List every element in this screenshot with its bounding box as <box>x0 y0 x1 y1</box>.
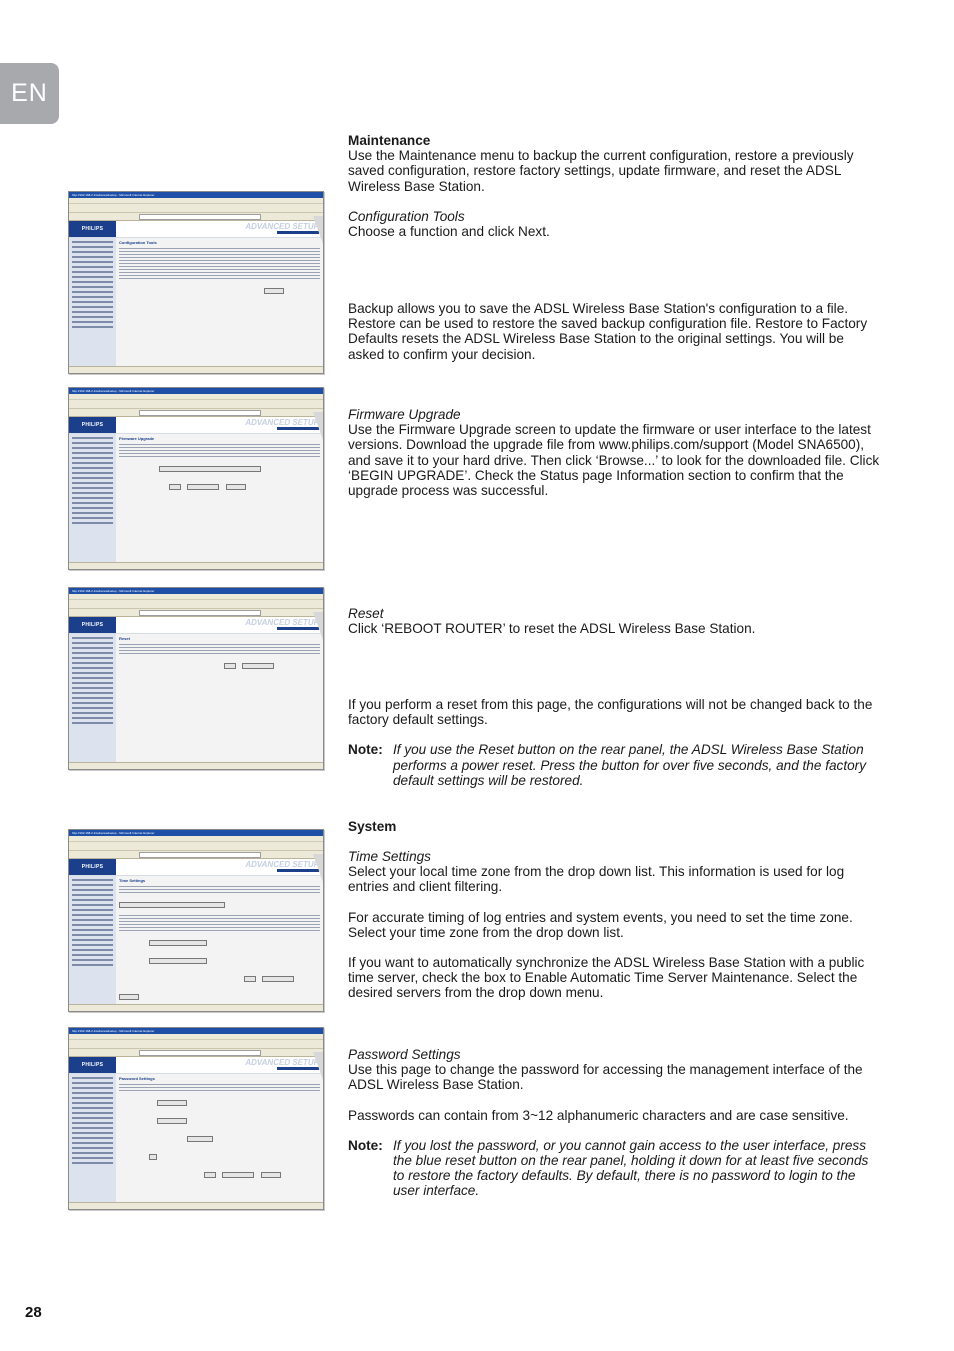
idle-timeout-field-thumbnail <box>149 1154 157 1160</box>
configuration-tools-text: Choose a function and click Next. <box>348 224 550 240</box>
cancel-button-thumbnail <box>261 1172 281 1178</box>
browser-toolbar <box>69 600 323 609</box>
browser-status-bar <box>69 762 323 769</box>
router-sidebar <box>69 434 116 569</box>
current-password-field-thumbnail <box>157 1100 187 1106</box>
configuration-tools-details <box>348 301 880 362</box>
configuration-tools-title: Configuration Tools <box>348 209 465 224</box>
page-curl-decoration <box>313 412 323 440</box>
reset-details <box>348 697 880 788</box>
verify-password-field-thumbnail <box>187 1136 213 1142</box>
new-password-field-thumbnail <box>157 1118 187 1124</box>
page-curl-decoration <box>313 1052 323 1080</box>
system-section <box>348 819 880 834</box>
screenshot-configuration-tools <box>68 191 324 374</box>
browser-address-bar <box>69 1049 323 1057</box>
browser-toolbar <box>69 1040 323 1049</box>
time-settings-text-2: For accurate timing of log entries and system events, you need to set the time zone. Select your time zone from the drop down list. <box>348 909 853 940</box>
browser-title-bar: http://192.168.2.1/advancedsetup - Microsoft Internet Explorer <box>69 830 323 836</box>
router-content <box>119 636 320 674</box>
firmware-upgrade-section <box>348 407 880 498</box>
password-settings-section <box>348 1047 880 1199</box>
save-settings-button-thumbnail <box>222 1172 254 1178</box>
router-page-body <box>69 634 323 769</box>
philips-logo: PHILIPS <box>69 617 116 633</box>
router-content <box>119 1076 320 1183</box>
time-zone-select-thumbnail <box>119 902 225 908</box>
browse-button-thumbnail <box>159 466 261 472</box>
browser-status-bar <box>69 366 323 373</box>
note-label: Note: <box>348 742 383 758</box>
maintenance-heading: Maintenance <box>348 133 431 148</box>
reset-note <box>348 742 880 788</box>
browser-title-bar: http://192.168.2.1/advancedsetup - Microsoft Internet Explorer <box>69 388 323 394</box>
maintenance-section <box>348 133 880 194</box>
router-content <box>119 878 320 1005</box>
advanced-setup-label: ADVANCED SETUP <box>245 1058 319 1067</box>
browser-title-bar: http://192.168.2.1/advancedsetup - Microsoft Internet Explorer <box>69 588 323 594</box>
router-sidebar <box>69 634 116 769</box>
time-settings-title: Time Settings <box>348 849 431 864</box>
secondary-server-select-thumbnail <box>149 958 207 964</box>
configuration-tools-description: Backup allows you to save the ADSL Wireless Base Station's configuration to a file. Restore can be used to restore the saved backup configuration file. Restore to Factory Defaults resets the ADSL Wireless Base Station to the original settings. You will be asked to confirm your decision. <box>348 301 868 362</box>
time-settings-section <box>348 849 880 1001</box>
password-settings-text-1: Use this page to change the password for accessing the management interface of the ADSL Wireless Base Station. <box>348 1062 863 1093</box>
password-note <box>348 1138 880 1199</box>
browser-status-bar <box>69 562 323 569</box>
browser-status-bar <box>69 1004 323 1011</box>
time-settings-text-1: Select your local time zone from the drop down list. This information is used for log entries and client filtering. <box>348 864 845 895</box>
router-page-body <box>69 1074 323 1209</box>
cancel-button-thumbnail <box>226 484 246 490</box>
advanced-setup-label: ADVANCED SETUP <box>245 222 319 231</box>
language-tab: EN <box>0 63 59 124</box>
browser-toolbar <box>69 842 323 851</box>
advanced-setup-label: ADVANCED SETUP <box>245 418 319 427</box>
philips-logo: PHILIPS <box>69 417 116 433</box>
reboot-router-button-thumbnail <box>242 663 274 669</box>
help-button-thumbnail <box>204 1172 216 1178</box>
reset-title: Reset <box>348 606 384 621</box>
router-page-title: Configuration Tools <box>119 240 157 245</box>
philips-logo: PHILIPS <box>69 1057 116 1073</box>
browser-toolbar <box>69 400 323 409</box>
router-page-body <box>69 238 323 373</box>
router-content <box>119 240 320 299</box>
router-page-title: Password Settings <box>119 1076 155 1081</box>
router-banner <box>69 859 323 876</box>
help-button-thumbnail <box>244 976 256 982</box>
configuration-tools-section <box>348 209 880 239</box>
browser-toolbar <box>69 204 323 213</box>
router-banner <box>69 221 323 238</box>
save-settings-button-thumbnail <box>262 976 294 982</box>
router-sidebar <box>69 876 116 1011</box>
page-curl-decoration <box>313 216 323 244</box>
primary-server-select-thumbnail <box>149 940 207 946</box>
reset-section <box>348 606 880 636</box>
browser-status-bar <box>69 1202 323 1209</box>
browser-address-bar <box>69 213 323 221</box>
reset-description: If you perform a reset from this page, the configurations will not be changed back to the factory default settings. <box>348 697 873 728</box>
screenshot-password-settings <box>68 1027 324 1210</box>
screenshot-firmware-upgrade <box>68 387 324 570</box>
help-button-thumbnail <box>224 663 236 669</box>
page-curl-decoration <box>313 612 323 640</box>
screenshot-time-settings <box>68 829 324 1012</box>
advanced-setup-label: ADVANCED SETUP <box>245 860 319 869</box>
maintenance-intro: Use the Maintenance menu to backup the current configuration, restore a previously saved configuration, restore factory settings, update firmware, and reset the ADSL Wireless Base Station. <box>348 148 854 194</box>
browser-title-bar: http://192.168.2.1/advancedsetup - Microsoft Internet Explorer <box>69 192 323 198</box>
router-sidebar <box>69 238 116 373</box>
philips-logo: PHILIPS <box>69 221 116 237</box>
philips-logo: PHILIPS <box>69 859 116 875</box>
note-text: If you use the Reset button on the rear panel, the ADSL Wireless Base Station performs a power reset. Press the button for over five seconds, and the factory default settings will be restored. <box>393 742 866 788</box>
router-content <box>119 436 320 495</box>
router-banner <box>69 417 323 434</box>
cancel-button-thumbnail <box>119 994 139 1000</box>
router-page-body <box>69 876 323 1011</box>
advanced-setup-label: ADVANCED SETUP <box>245 618 319 627</box>
screenshot-reset <box>68 587 324 770</box>
router-page-title: Reset <box>119 636 130 641</box>
router-page-body <box>69 434 323 569</box>
browser-address-bar <box>69 609 323 617</box>
note-label: Note: <box>348 1137 383 1153</box>
router-banner <box>69 1057 323 1074</box>
begin-upgrade-button-thumbnail <box>187 484 219 490</box>
router-banner <box>69 617 323 634</box>
system-heading: System <box>348 819 397 834</box>
router-sidebar <box>69 1074 116 1209</box>
help-button-thumbnail <box>169 484 181 490</box>
router-page-title: Time Settings <box>119 878 146 883</box>
page-curl-decoration <box>313 854 323 882</box>
next-button-thumbnail <box>264 288 284 294</box>
page-number: 28 <box>25 1304 42 1321</box>
time-settings-text-3: If you want to automatically synchronize the ADSL Wireless Base Station with a public time server, check the box to Enable Automatic Time Server Maintenance. Select the desired servers from the drop down menu. <box>348 955 865 1001</box>
reset-text: Click ‘REBOOT ROUTER’ to reset the ADSL Wireless Base Station. <box>348 621 756 637</box>
firmware-upgrade-title: Firmware Upgrade <box>348 407 461 422</box>
browser-address-bar <box>69 851 323 859</box>
password-settings-text-2: Passwords can contain from 3~12 alphanumeric characters and are case sensitive. <box>348 1107 849 1123</box>
browser-title-bar: http://192.168.2.1/advancedsetup - Microsoft Internet Explorer <box>69 1028 323 1034</box>
password-settings-title: Password Settings <box>348 1047 461 1062</box>
router-page-title: Firmware Upgrade <box>119 436 155 441</box>
firmware-upgrade-text: Use the Firmware Upgrade screen to update the firmware or user interface to the latest versions. Download the upgrade file from www.philips.com/support (Model SNA6500), and save it to your hard drive. Then click ‘Browse...’ to look for the downloaded file. Click ‘BEGIN UPGRADE’. Check the Status page Information section to confirm that the upgrade process was successful. <box>348 422 880 499</box>
browser-address-bar <box>69 409 323 417</box>
note-text: If you lost the password, or you cannot gain access to the user interface, press the blue reset button on the rear panel, holding it down for at least five seconds to restore the factory defaults. By default, there is no password to login to the user interface. <box>393 1137 869 1199</box>
